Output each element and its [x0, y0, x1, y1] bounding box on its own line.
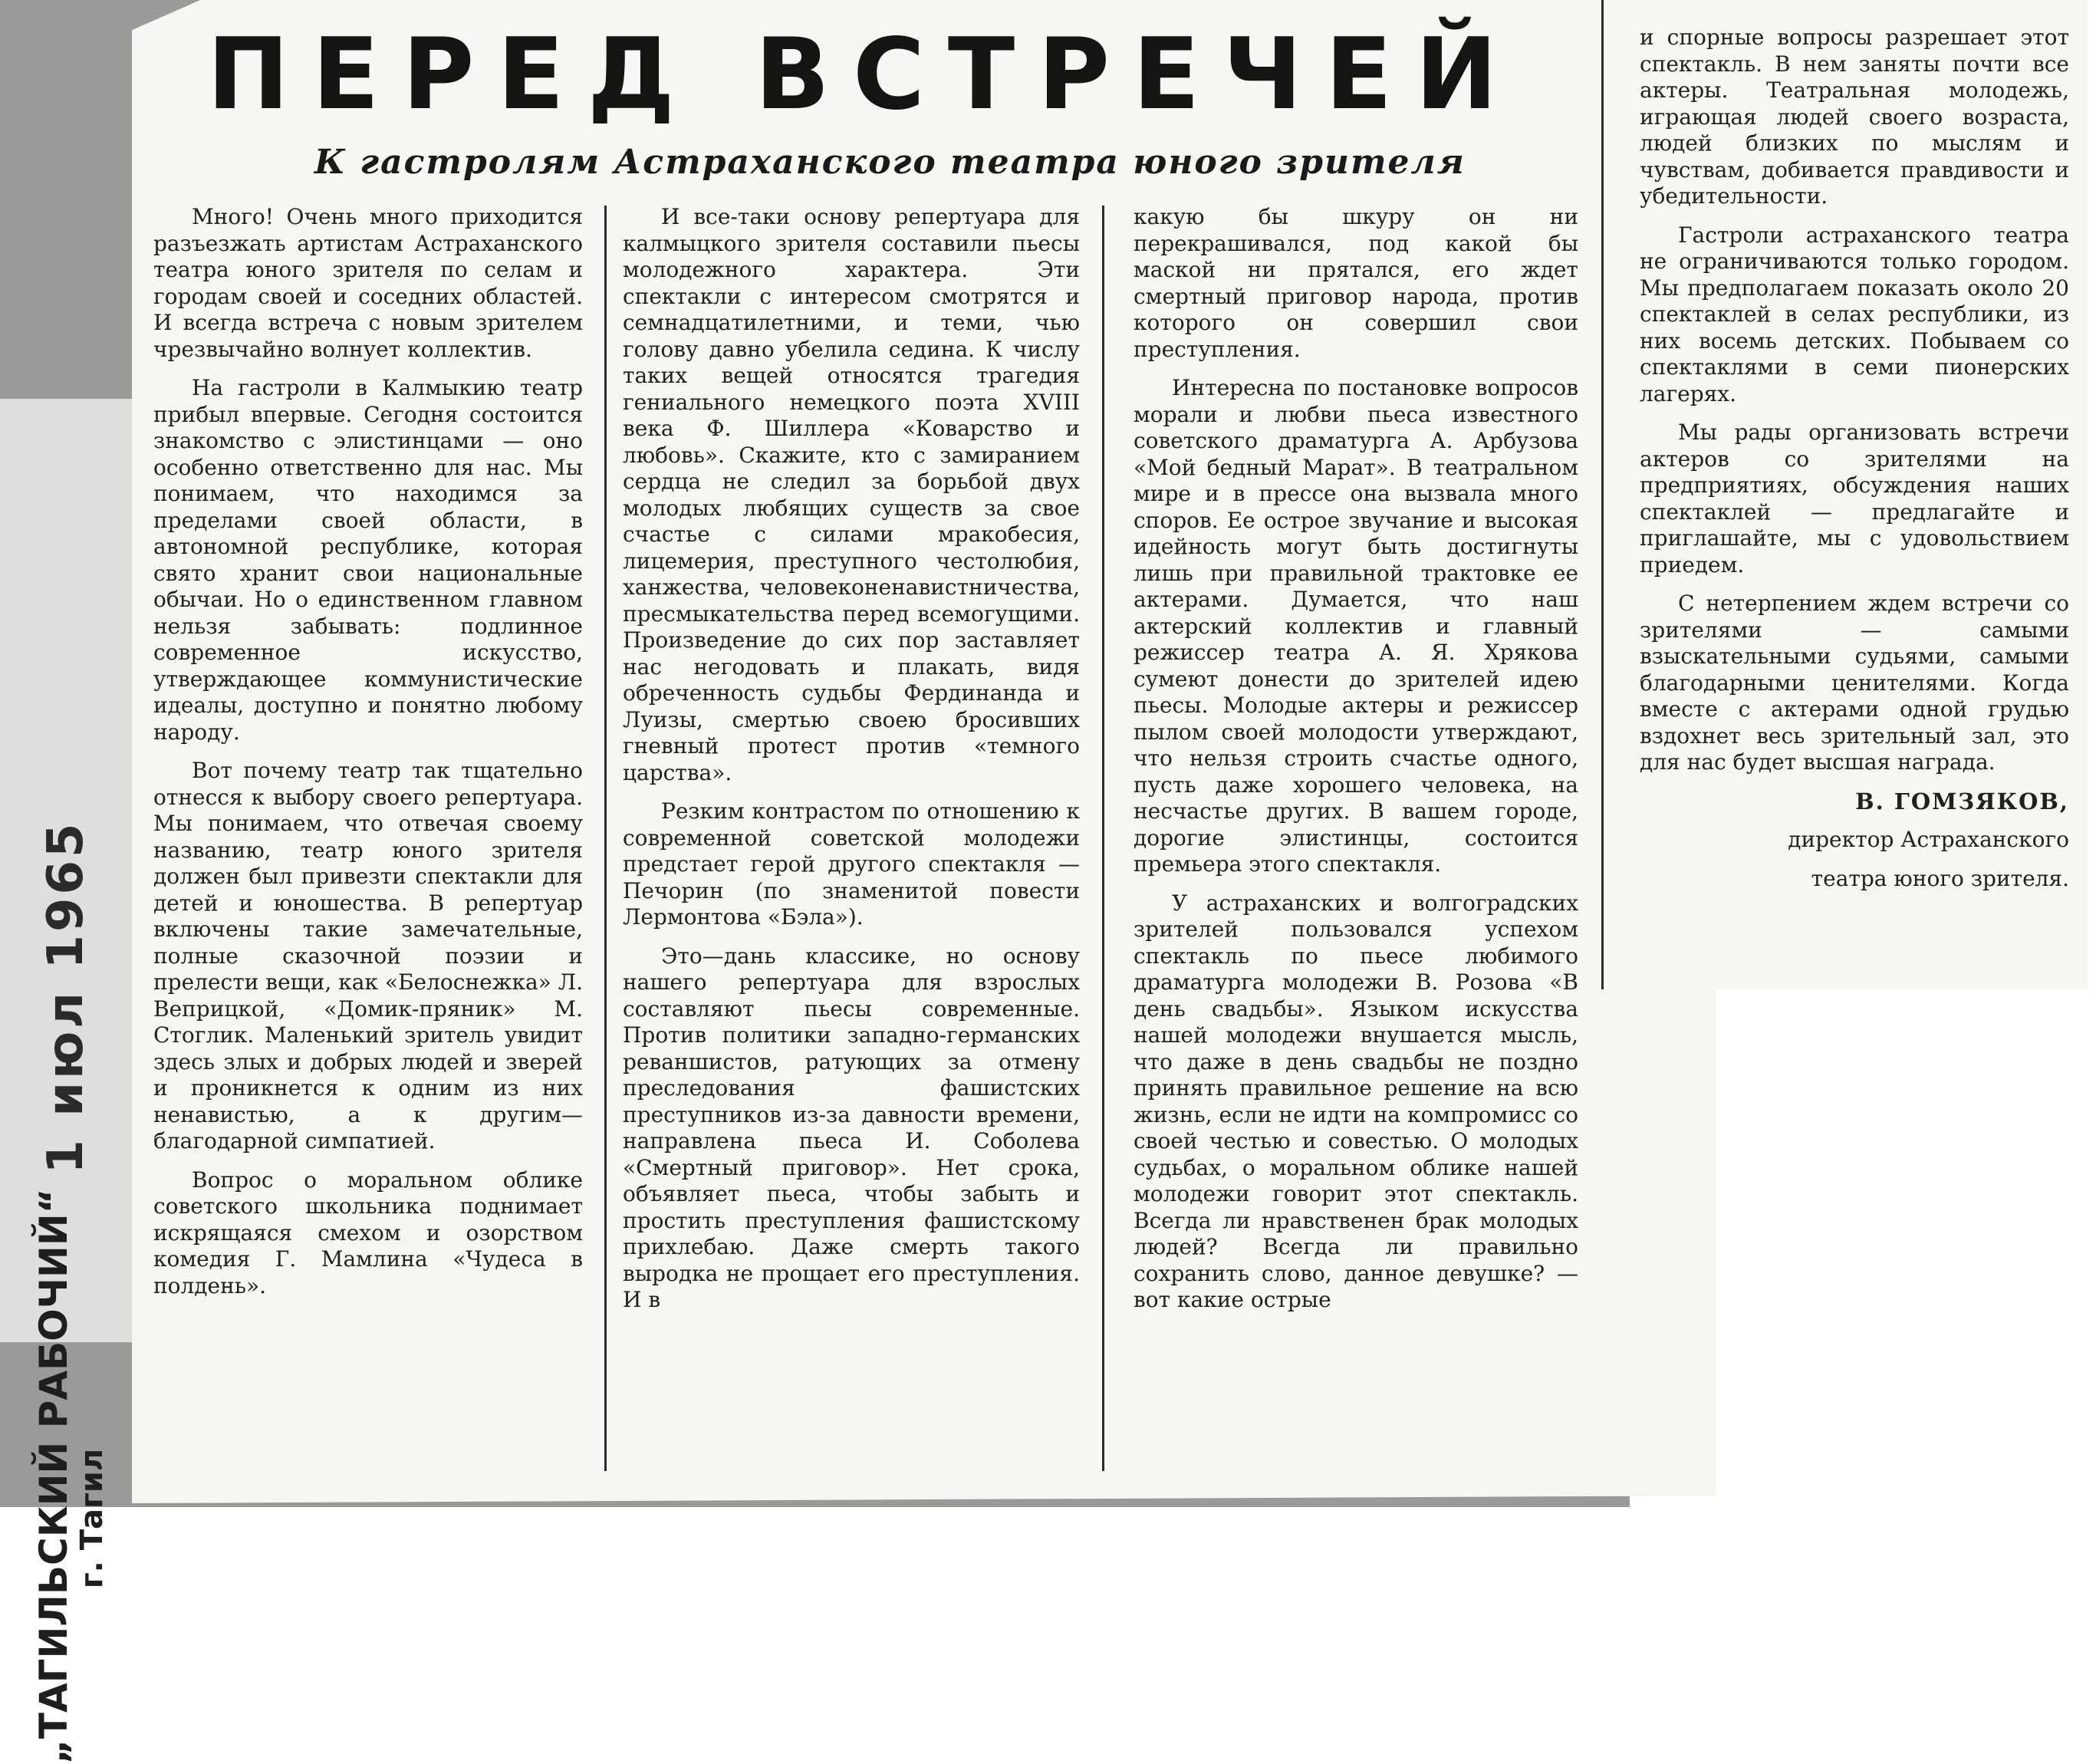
article-paragraph: У астраханских и волгоградских зрителей пользовался успехом спектакль по пьесе любимого драматурга молодежи В. Розова «В день свадьбы». Языком искусства нашей молодежи внушается мысль, что даже в день свадьбы не поздно принять правильное решение на всю жизнь, если не идти на компромисс со своей честью и совестью. О молодых судьбах, о моральном облике нашей молодежи говорит этот спектакль. Всегда ли нравственен брак молодых людей? Всегда ли правильно сохранить слово, данное девушке? — вот какие острые [1134, 890, 1578, 1312]
article-paragraph: какую бы шкуру он ни перекрашивался, под какой бы маской ни прятался, его ждет смертный приговор народа, против которого он совершил свои преступления. [1134, 204, 1578, 362]
article-column-1 [153, 204, 583, 1311]
article-column-2 [623, 204, 1080, 1326]
article-paragraph: И все-таки основу репертуара для калмыцкого зрителя составили пьесы молодежного характера. Эти спектакли с интересом смотрятся и семнадцатилетними, и теми, чью голову давно убелила седина. К числу таких вещей относятся трагедия гениального немецкого поэта XVIII века Ф. Шиллера «Коварство и любовь». Скажите, кто с замиранием сердца не следил за борьбой двух молодых любящих существ за свое счастье с силами мракобесия, лицемерия, преступного честолюбия, ханжества, человеконенавистничества, пресмыкательства перед всемогущими. Произведение до сих пор заставляет нас негодовать и плакать, видя обреченность судьбы Фердинанда и Луизы, смертью своею бросивших гневный протест против «темного царства». [623, 204, 1080, 785]
article-paragraph: Гастроли астраханского театра не ограничиваются только городом. Мы предполагаем показать около 20 спектаклей в селах республики, из них восемь детских. Побываем со спектаклями в семи пионерских лагерях. [1640, 222, 2069, 406]
stamp-date: 1 июл 1965 [38, 820, 94, 1174]
column-rule [1102, 206, 1104, 1471]
article-column-3 [1134, 204, 1578, 1326]
author-role: директор Астраханского [1788, 827, 2069, 852]
article-paragraph: На гастроли в Калмыкию театр прибыл впервые. Сегодня состоится знакомство с элистинцами — оно особенно ответственно для нас. Мы понимаем, что находимся за пределами своей области, в автономной республике, которая свято хранит свои национальные обычаи. Но о единственном главном нельзя забывать: подлинное современное искусство, утверждающее коммунистические идеалы, доступно и понятно любому народу. [153, 375, 583, 745]
article-paragraph: и спорные вопросы разрешает этот спектакль. В нем заняты почти все актеры. Театральная молодежь, играющая людей своего возраста, людей близких по мыслям и чувствам, добивается правдивости и убедительности. [1640, 25, 2069, 209]
column-rule [604, 206, 607, 1471]
article-paragraph: Много! Очень много приходится разъезжать артистам Астраханского театра юного зрителя по селам и городам своей и соседних областей. И всегда встреча с новым зрителем чрезвычайно волнует коллектив. [153, 204, 583, 362]
stamp-newspaper-name: „ТАГИЛЬСКИЙ РАБОЧИЙ“ [31, 1188, 76, 1764]
column-rule [1601, 0, 1604, 989]
article-subheadline: К гастролям Астраханского театра юного зрителя [314, 143, 1466, 182]
article-paragraph: Мы рады организовать встречи актеров со зрителями на предприятиях, обсуждения наших спектаклей — предлагайте и приглашайте, мы с удовольствием приедем. [1640, 420, 2069, 578]
article-paragraph: С нетерпением ждем встречи со зрителями — самыми взыскательными судьями, самыми благодарными ценителями. Когда вместе с актерами одной грудью вздохнет весь зрительный зал, это для нас будет высшая награда. [1640, 591, 2069, 775]
stamp-city: г. Тагил [74, 1448, 110, 1589]
article-paragraph: Вопрос о моральном облике советского школьника поднимает искрящаяся смехом и озорством комедия Г. Мамлина «Чудеса в полдень». [153, 1167, 583, 1298]
article-paragraph: Интересна по постановке вопросов морали и любви пьеса известного советского драматурга А. Арбузова «Мой бедный Марат». В театральном мире и в прессе она вызвала много споров. Ее острое звучание и высокая идейность могут быть достигнуты лишь при правильной трактовке ее актерами. Думается, что наш актерский коллектив и главный режиссер театра А. Я. Хрякова сумеют донести до зрителей идею пьесы. Молодые актеры и режиссер пылом своей молодости утверждают, что нельзя строить счастье одного, пусть даже хорошего человека, на несчастье других. В вашем городе, дорогие элистинцы, состоится премьера этого спектакля. [1134, 375, 1578, 877]
author-role: театра юного зрителя. [1811, 865, 2069, 891]
archive-stamp-strip [0, 399, 133, 1764]
article-column-4 [1640, 25, 2069, 904]
article-paragraph: Вот почему театр так тщательно отнесся к выбору своего репертуара. Мы понимаем, что отвечая своему названию, театр юного зрителя должен был привезти спектакли для детей и юношества. В репертуар включены такие замечательные, полные сказочной поэзии и прелести вещи, как «Белоснежка» Л. Веприцкой, «Домик-пряник» М. Стоглик. Маленький зритель увидит здесь злых и добрых людей и зверей и проникнется к одним из них ненавистью, а к другим—благодарной симпатией. [153, 758, 583, 1154]
article-paragraph: Это—дань классике, но основу нашего репертуара для взрослых составляют пьесы современные. Против политики западно-германских реваншистов, ратующих за отмену преследования фашистских преступников из-за давности времени, направлена пьеса И. Соболева «Смертный приговор». Нет срока, объявляет пьеса, чтобы забыть и простить преступления фашистскому прихлебаю. Даже смерть такого выродка не прощает его преступления. И в [623, 943, 1080, 1312]
article-headline: ПЕРЕД ВСТРЕЧЕЙ [207, 18, 1521, 132]
article-paragraph: Резким контрастом по отношению к современной советской молодежи предстает герой другого спектакля — Печорин (по знаменитой повести Лермонтова «Бэла»). [623, 798, 1080, 930]
author-signature: В. ГОМЗЯКОВ, [1855, 788, 2069, 815]
